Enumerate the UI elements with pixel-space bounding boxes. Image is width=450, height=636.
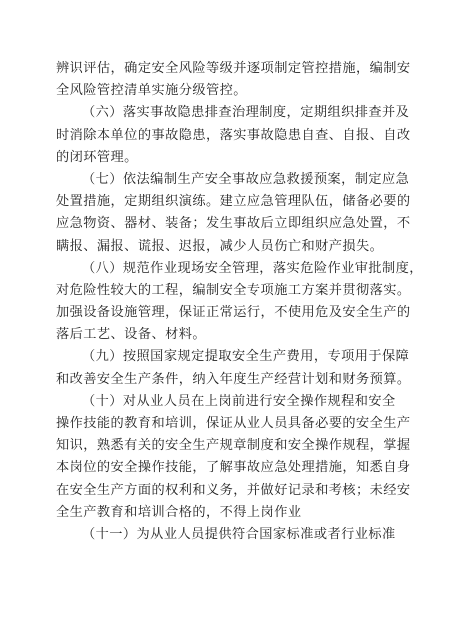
text-line: 全生产教育和培训合格的，不得上岗作业 [56, 504, 302, 520]
text-line: 处置措施，定期组织演练。建立应急管理队伍，储备必要的 [56, 194, 411, 210]
paragraph-six [56, 102, 411, 169]
text-line: （六）落实事故隐患排查治理制度，定期组织排查并及 [82, 105, 410, 121]
text-line: 操作技能的教育和培训，保证从业人员具备必要的安全生产 [56, 416, 411, 431]
text-line: （十一）为从业人员提供符合国家标准或者行业标准 [82, 526, 396, 542]
text-line: 加强设备设施管理，保证正常运行，不使用危及安全生产的 [56, 305, 411, 321]
paragraph-eight [56, 258, 423, 347]
text-line: （九）按照国家规定提取安全生产费用，专项用于保障 [82, 349, 410, 365]
text-line: 全风险管控清单实施分级管控。 [56, 83, 247, 99]
text-line: （七）依法编制生产安全事故应急救援预案，制定应急 [82, 171, 410, 187]
text-line: （八）规范作业现场安全管理，落实危险作业审批制度， [82, 260, 423, 276]
paragraph-nine [56, 346, 411, 390]
text-line: 时消除本单位的事故隐患，落实事故隐患自查、自报、自改 [56, 127, 411, 143]
text-line: 瞒报、漏报、谎报、迟报，减少人员伤亡和财产损失。 [56, 238, 384, 254]
text-line: 的闭环管理。 [56, 149, 138, 165]
paragraph-ten [56, 391, 411, 524]
text-line: 和改善安全生产条件，纳入年度生产经营计划和财务预算。 [56, 371, 411, 387]
body-text [56, 58, 423, 546]
paragraph-eleven [56, 524, 396, 546]
text-line: 辨识评估，确定安全风险等级并逐项制定管控措施，编制安 [56, 61, 411, 76]
text-line: 在安全生产方面的权利和义务，并做好记录和考核；未经安 [56, 482, 411, 498]
text-line: 知识，熟悉有关的安全生产规章制度和安全操作规程，掌握 [56, 438, 411, 454]
paragraph-risk-assessment [56, 58, 411, 102]
paragraph-seven [56, 169, 411, 258]
text-line: 落后工艺、设备、材料。 [56, 327, 207, 343]
text-line: 对危险性较大的工程，编制安全专项施工方案并贯彻落实。 [56, 282, 411, 298]
text-line: 应急物资、器材、装备；发生事故后立即组织应急处置，不 [56, 216, 411, 232]
text-line: （十）对从业人员在上岗前进行安全操作规程和安全 [82, 393, 396, 409]
text-line: 本岗位的安全操作技能，了解事故应急处理措施，知悉自身 [56, 460, 411, 476]
